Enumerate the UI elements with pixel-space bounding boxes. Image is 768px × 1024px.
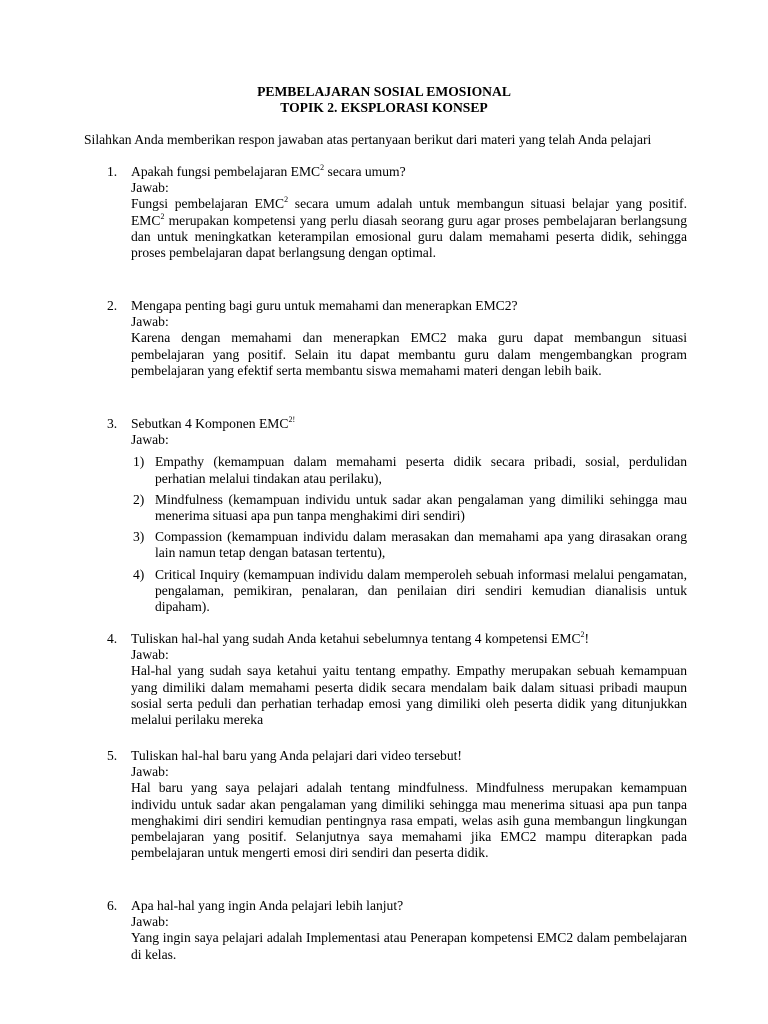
answer-text: Hal-hal yang sudah saya ketahui yaitu tentang empathy. Empathy merupakan sebuah kemampuan yang dimiliki dalam memahami peserta didik secara mendalam baik dalam situasi pribadi maupun sosial serta peduli dan perhatian terhadap emosi yang dimiliki oleh peserta didik yang ditunjukkan melalui perilaku mereka bbox=[131, 663, 687, 728]
list-item: 2) Mindfulness (kemampuan individu untuk sadar akan pengalaman yang dimiliki sehingga mau menerima situasi apa pun tanpa menghakimi diri sendiri) bbox=[133, 491, 687, 524]
answer-text: Fungsi pembelajaran EMC$^2$ secara umum adalah untuk membangun situasi belajar yang positif. EMC$^2$ merupakan kompetensi yang perlu diasah seorang guru agar proses pembelajaran berlangsung dan untuk meningkatkan keterampilan emosional guru dalam memahami peserta didik, sehingga proses pembelajaran dapat berlangsung dengan optimal. bbox=[131, 195, 687, 261]
answer-label: Jawab: bbox=[131, 180, 169, 196]
component-list bbox=[131, 454, 687, 615]
question-text: Tuliskan hal-hal yang sudah Anda ketahui sebelumnya tentang 4 kompetensi EMC$^2$! bbox=[131, 630, 590, 646]
question-number: 1. bbox=[107, 164, 118, 179]
answer-label: Jawab: bbox=[131, 432, 169, 448]
list-item: 3) Compassion (kemampuan individu dalam merasakan dan memahami apa yang dirasakan orang lain namun tetap dengan batasan tertentu), bbox=[133, 529, 687, 561]
question-text: Apakah fungsi pembelajaran EMC$^2$ secara umum? bbox=[131, 163, 406, 179]
answer-label: Jawab: bbox=[131, 764, 169, 780]
question-number: 2. bbox=[107, 298, 118, 313]
question-1 bbox=[107, 164, 687, 261]
list-item: 4) Critical Inquiry (kemampuan individu dalam memperoleh sebuah informasi melalui pengamatan, pengalaman, pemikiran, penalaran, dan penilaian diri sendiri kemudian dianalisis untuk dipaham). bbox=[133, 566, 687, 615]
document-subtitle: TOPIK 2. EKSPLORASI KONSEP bbox=[280, 100, 488, 115]
question-number: 4. bbox=[107, 631, 118, 646]
question-5 bbox=[107, 748, 687, 861]
question-number: 6. bbox=[107, 898, 118, 913]
question-6 bbox=[107, 898, 687, 963]
answer-text: Hal baru yang saya pelajari adalah tentang mindfulness. Mindfulness merupakan kemampuan individu untuk sadar akan pengalaman yang dimiliki sehingga mau menerima situasi apa pun tanpa menghakimi diri sendiri kemudian pentingnya rasa empati, welas asih guna membangun lingkungan pembelajaran yang positif. Selanjutnya saya memahami jika EMC2 mampu diterapkan pada pembelajaran untuk mengerti emosi diri sendiri dan peserta didik. bbox=[131, 780, 687, 861]
question-2 bbox=[107, 298, 687, 379]
question-number: 5. bbox=[107, 748, 118, 763]
question-4 bbox=[107, 631, 687, 728]
list-item: 1) Empathy (kemampuan dalam memahami peserta didik secara pribadi, sosial, perdulidan perhatian melalui tindakan atau perilaku), bbox=[133, 454, 687, 486]
answer-label: Jawab: bbox=[131, 314, 169, 330]
answer-label: Jawab: bbox=[131, 914, 169, 930]
answer-label: Jawab: bbox=[131, 647, 169, 663]
document-title: PEMBELAJARAN SOSIAL EMOSIONAL bbox=[257, 84, 511, 99]
answer-text: Yang ingin saya pelajari adalah Implementasi atau Penerapan kompetensi EMC2 dalam pembelajaran di kelas. bbox=[131, 930, 687, 962]
question-number: 3. bbox=[107, 416, 118, 431]
question-text: Tuliskan hal-hal baru yang Anda pelajari dari video tersebut! bbox=[131, 748, 462, 763]
question-text: Mengapa penting bagi guru untuk memahami dan menerapkan EMC2? bbox=[131, 298, 518, 313]
intro-paragraph: Silahkan Anda memberikan respon jawaban atas pertanyaan berikut dari materi yang telah Anda pelajari bbox=[84, 132, 652, 147]
question-3 bbox=[107, 416, 687, 620]
question-text: Apa hal-hal yang ingin Anda pelajari lebih lanjut? bbox=[131, 898, 404, 913]
answer-text: Karena dengan memahami dan menerapkan EMC2 maka guru dapat membangun situasi pembelajaran yang positif. Selain itu dapat membantu guru dalam mengembangkan program pembelajaran yang efektif serta membantu siswa memahami materi dengan lebih baik. bbox=[131, 330, 687, 378]
question-text: Sebutkan 4 Komponen $EMC^{2!}$ bbox=[131, 415, 296, 431]
